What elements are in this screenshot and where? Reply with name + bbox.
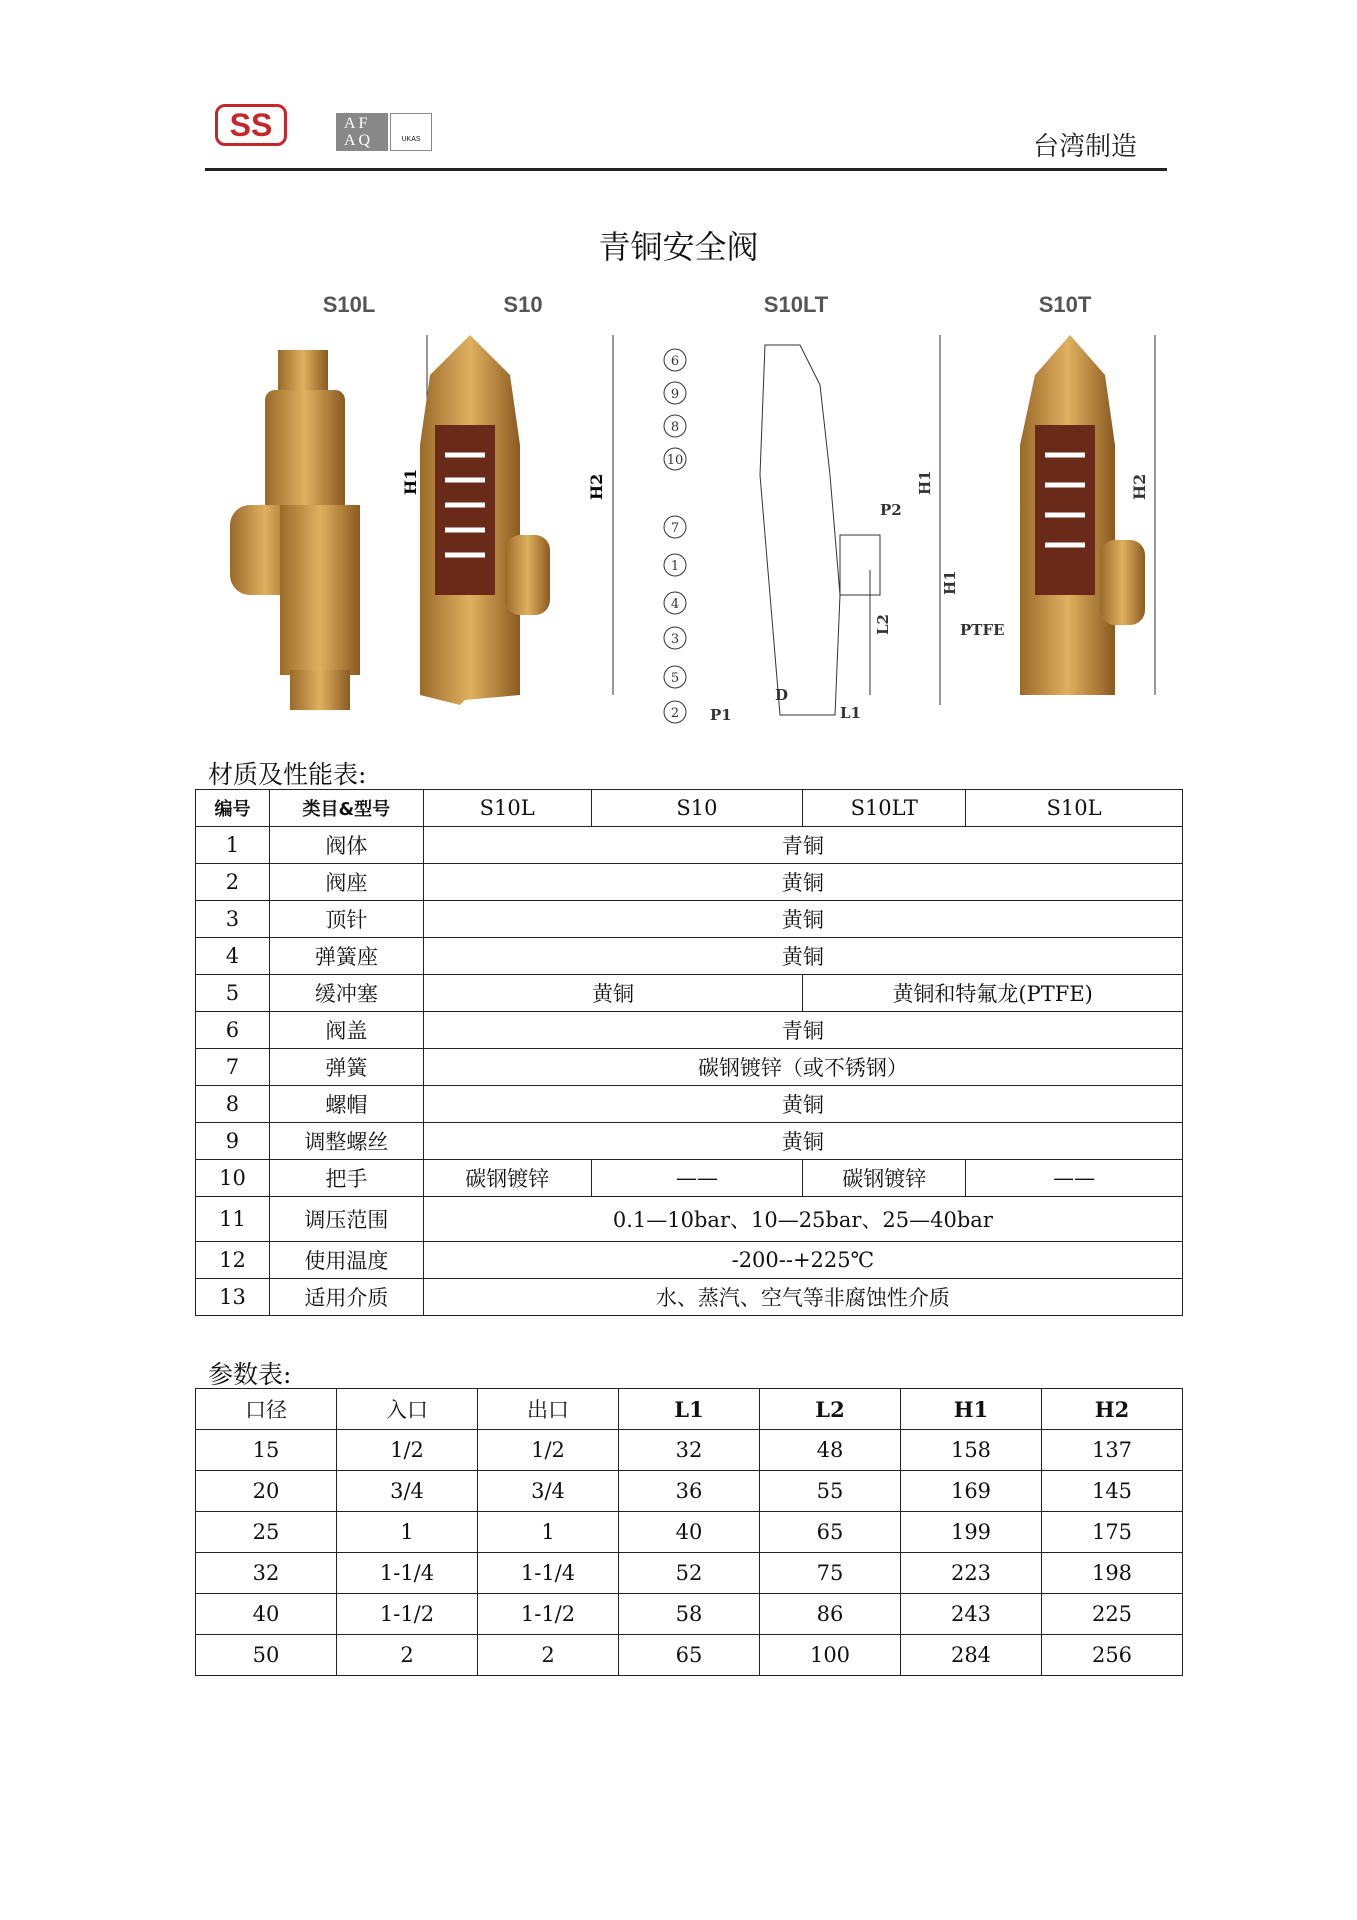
table-cell: 青铜	[423, 1012, 1182, 1049]
column-header: S10LT	[803, 790, 966, 827]
table-row	[196, 1197, 1183, 1242]
table-row	[196, 975, 1183, 1012]
table-cell: 阀座	[269, 864, 423, 901]
table-row	[196, 1512, 1183, 1553]
ukas-logo: UKAS	[390, 113, 432, 151]
table-cell: 阀体	[269, 827, 423, 864]
part-number: 3	[670, 632, 680, 647]
table-cell: 169	[901, 1471, 1042, 1512]
table-cell: 158	[901, 1430, 1042, 1471]
part-number: 10	[666, 453, 684, 468]
table-cell: 1/2	[337, 1430, 478, 1471]
part-number: 7	[670, 521, 680, 536]
table-cell: 1-1/2	[478, 1594, 619, 1635]
valve-s10lt-diagram	[760, 335, 940, 715]
table-cell: 20	[196, 1471, 337, 1512]
made-in-label: 台湾制造	[1032, 132, 1137, 162]
part-number: 4	[670, 597, 680, 612]
materials-table	[195, 789, 1183, 1316]
afaq-logo-text: AFAQ	[344, 115, 374, 149]
table-cell: 缓冲塞	[269, 975, 423, 1012]
table-cell: 32	[619, 1430, 760, 1471]
column-header: S10L	[966, 790, 1183, 827]
page-title: 青铜安全阀	[598, 228, 759, 266]
column-header: 口径	[196, 1389, 337, 1430]
table-cell: 225	[1042, 1594, 1183, 1635]
table-row	[196, 901, 1183, 938]
valve-illustrations	[220, 325, 1180, 735]
column-header: H2	[1042, 1389, 1183, 1430]
table-cell: 碳钢镀锌（或不锈钢）	[423, 1049, 1182, 1086]
table-cell: 弹簧座	[269, 938, 423, 975]
table-cell: 199	[901, 1512, 1042, 1553]
table-cell: 碳钢镀锌	[803, 1160, 966, 1197]
table-cell: 调整螺丝	[269, 1123, 423, 1160]
part-number: 5	[670, 671, 680, 686]
table-cell: 阀盖	[269, 1012, 423, 1049]
table-cell: 10	[196, 1160, 270, 1197]
table-cell: 175	[1042, 1512, 1183, 1553]
table-cell: 145	[1042, 1471, 1183, 1512]
table-cell: 1-1/4	[337, 1553, 478, 1594]
params-table	[195, 1388, 1183, 1676]
table-cell: 1	[196, 827, 270, 864]
table-row	[196, 1012, 1183, 1049]
column-header: 出口	[478, 1389, 619, 1430]
table-cell: 243	[901, 1594, 1042, 1635]
valve-s10t	[1020, 335, 1155, 695]
part-number: 1	[670, 559, 680, 574]
table-cell: 65	[619, 1635, 760, 1676]
table-row	[196, 1594, 1183, 1635]
part-number: 9	[670, 387, 680, 402]
column-header: S10	[591, 790, 803, 827]
part-number: 8	[670, 420, 680, 435]
table-cell: 螺帽	[269, 1086, 423, 1123]
valve-s10l	[230, 335, 427, 710]
column-header: S10L	[423, 790, 591, 827]
valve-s10	[420, 335, 613, 705]
part-callouts	[664, 349, 686, 723]
table-cell: 11	[196, 1197, 270, 1242]
table-header-row	[196, 790, 1183, 827]
table-cell: 58	[619, 1594, 760, 1635]
table-row	[196, 1160, 1183, 1197]
table-cell: 黄铜	[423, 1086, 1182, 1123]
dim-label: H1	[916, 470, 934, 495]
table-cell: 6	[196, 1012, 270, 1049]
table-cell: 1	[478, 1512, 619, 1553]
table-cell: 100	[760, 1635, 901, 1676]
dim-label: H2	[1130, 473, 1149, 500]
table-cell: 1-1/4	[478, 1553, 619, 1594]
table-cell: 1	[337, 1512, 478, 1553]
table-cell: 水、蒸汽、空气等非腐蚀性介质	[423, 1279, 1182, 1316]
table-cell: 52	[619, 1553, 760, 1594]
table-cell: 3/4	[478, 1471, 619, 1512]
table-cell: 25	[196, 1512, 337, 1553]
ss-logo: SS	[215, 104, 287, 146]
table-row	[196, 1471, 1183, 1512]
part-number: 2	[670, 706, 680, 721]
table-cell: 2	[337, 1635, 478, 1676]
table-cell: 黄铜和特氟龙(PTFE)	[803, 975, 1183, 1012]
table-cell: 1/2	[478, 1430, 619, 1471]
dim-label: P1	[710, 706, 732, 724]
column-header: H1	[901, 1389, 1042, 1430]
table-cell: 把手	[269, 1160, 423, 1197]
dim-label: D	[775, 686, 789, 704]
table-cell: 284	[901, 1635, 1042, 1676]
table-cell: 137	[1042, 1430, 1183, 1471]
table-cell: 198	[1042, 1553, 1183, 1594]
dim-label: L1	[840, 704, 861, 722]
table-row	[196, 1635, 1183, 1676]
part-number: 6	[670, 354, 680, 369]
dim-label: H1	[401, 468, 420, 495]
table-cell: 1-1/2	[337, 1594, 478, 1635]
header-divider	[205, 168, 1167, 171]
model-label: S10L	[322, 292, 376, 317]
table-cell: ——	[591, 1160, 803, 1197]
column-header: L2	[760, 1389, 901, 1430]
table-cell: 40	[619, 1512, 760, 1553]
afaq-logo	[336, 113, 388, 151]
table-cell: 青铜	[423, 827, 1182, 864]
table-cell: 9	[196, 1123, 270, 1160]
table-cell: 2	[478, 1635, 619, 1676]
table-cell: 使用温度	[269, 1242, 423, 1279]
table-cell: 5	[196, 975, 270, 1012]
table-cell: 8	[196, 1086, 270, 1123]
table-header-row	[196, 1389, 1183, 1430]
table-cell: 黄铜	[423, 975, 803, 1012]
table-row	[196, 864, 1183, 901]
table-row	[196, 1123, 1183, 1160]
model-label: S10T	[1038, 292, 1092, 317]
table-row	[196, 827, 1183, 864]
table-cell: 3	[196, 901, 270, 938]
table-cell: 0.1—10bar、10—25bar、25—40bar	[423, 1197, 1182, 1242]
dim-label: L2	[874, 614, 892, 635]
table-cell: 256	[1042, 1635, 1183, 1676]
table-cell: 黄铜	[423, 938, 1182, 975]
model-label: S10	[503, 292, 543, 317]
table-cell: 50	[196, 1635, 337, 1676]
table-cell: 7	[196, 1049, 270, 1086]
materials-heading: 材质及性能表:	[208, 760, 367, 789]
table-cell: 2	[196, 864, 270, 901]
table-cell: 3/4	[337, 1471, 478, 1512]
table-cell: 12	[196, 1242, 270, 1279]
table-cell: 32	[196, 1553, 337, 1594]
table-cell: 调压范围	[269, 1197, 423, 1242]
model-label: S10LT	[763, 292, 829, 317]
table-cell: -200--+225℃	[423, 1242, 1182, 1279]
table-row	[196, 1553, 1183, 1594]
table-row	[196, 1086, 1183, 1123]
table-cell: ——	[966, 1160, 1183, 1197]
table-cell: 适用介质	[269, 1279, 423, 1316]
column-header: 编号	[196, 790, 270, 827]
table-cell: 顶针	[269, 901, 423, 938]
table-row	[196, 1242, 1183, 1279]
dim-label: H2	[587, 473, 606, 500]
column-header: 类目&型号	[269, 790, 423, 827]
params-heading: 参数表:	[208, 1360, 292, 1389]
table-cell: 4	[196, 938, 270, 975]
table-cell: 黄铜	[423, 864, 1182, 901]
table-row	[196, 938, 1183, 975]
table-cell: 13	[196, 1279, 270, 1316]
table-cell: 碳钢镀锌	[423, 1160, 591, 1197]
table-cell: 86	[760, 1594, 901, 1635]
table-cell: 65	[760, 1512, 901, 1553]
table-cell: 40	[196, 1594, 337, 1635]
dim-label: H1	[941, 570, 959, 595]
table-row	[196, 1430, 1183, 1471]
table-cell: 15	[196, 1430, 337, 1471]
table-cell: 黄铜	[423, 901, 1182, 938]
table-cell: 36	[619, 1471, 760, 1512]
table-cell: 75	[760, 1553, 901, 1594]
column-header: L1	[619, 1389, 760, 1430]
table-cell: 223	[901, 1553, 1042, 1594]
dim-label: PTFE	[960, 621, 1005, 639]
table-cell: 弹簧	[269, 1049, 423, 1086]
table-cell: 黄铜	[423, 1123, 1182, 1160]
table-row	[196, 1279, 1183, 1316]
column-header: 入口	[337, 1389, 478, 1430]
table-cell: 48	[760, 1430, 901, 1471]
dim-label: P2	[880, 501, 902, 519]
table-row	[196, 1049, 1183, 1086]
table-cell: 55	[760, 1471, 901, 1512]
